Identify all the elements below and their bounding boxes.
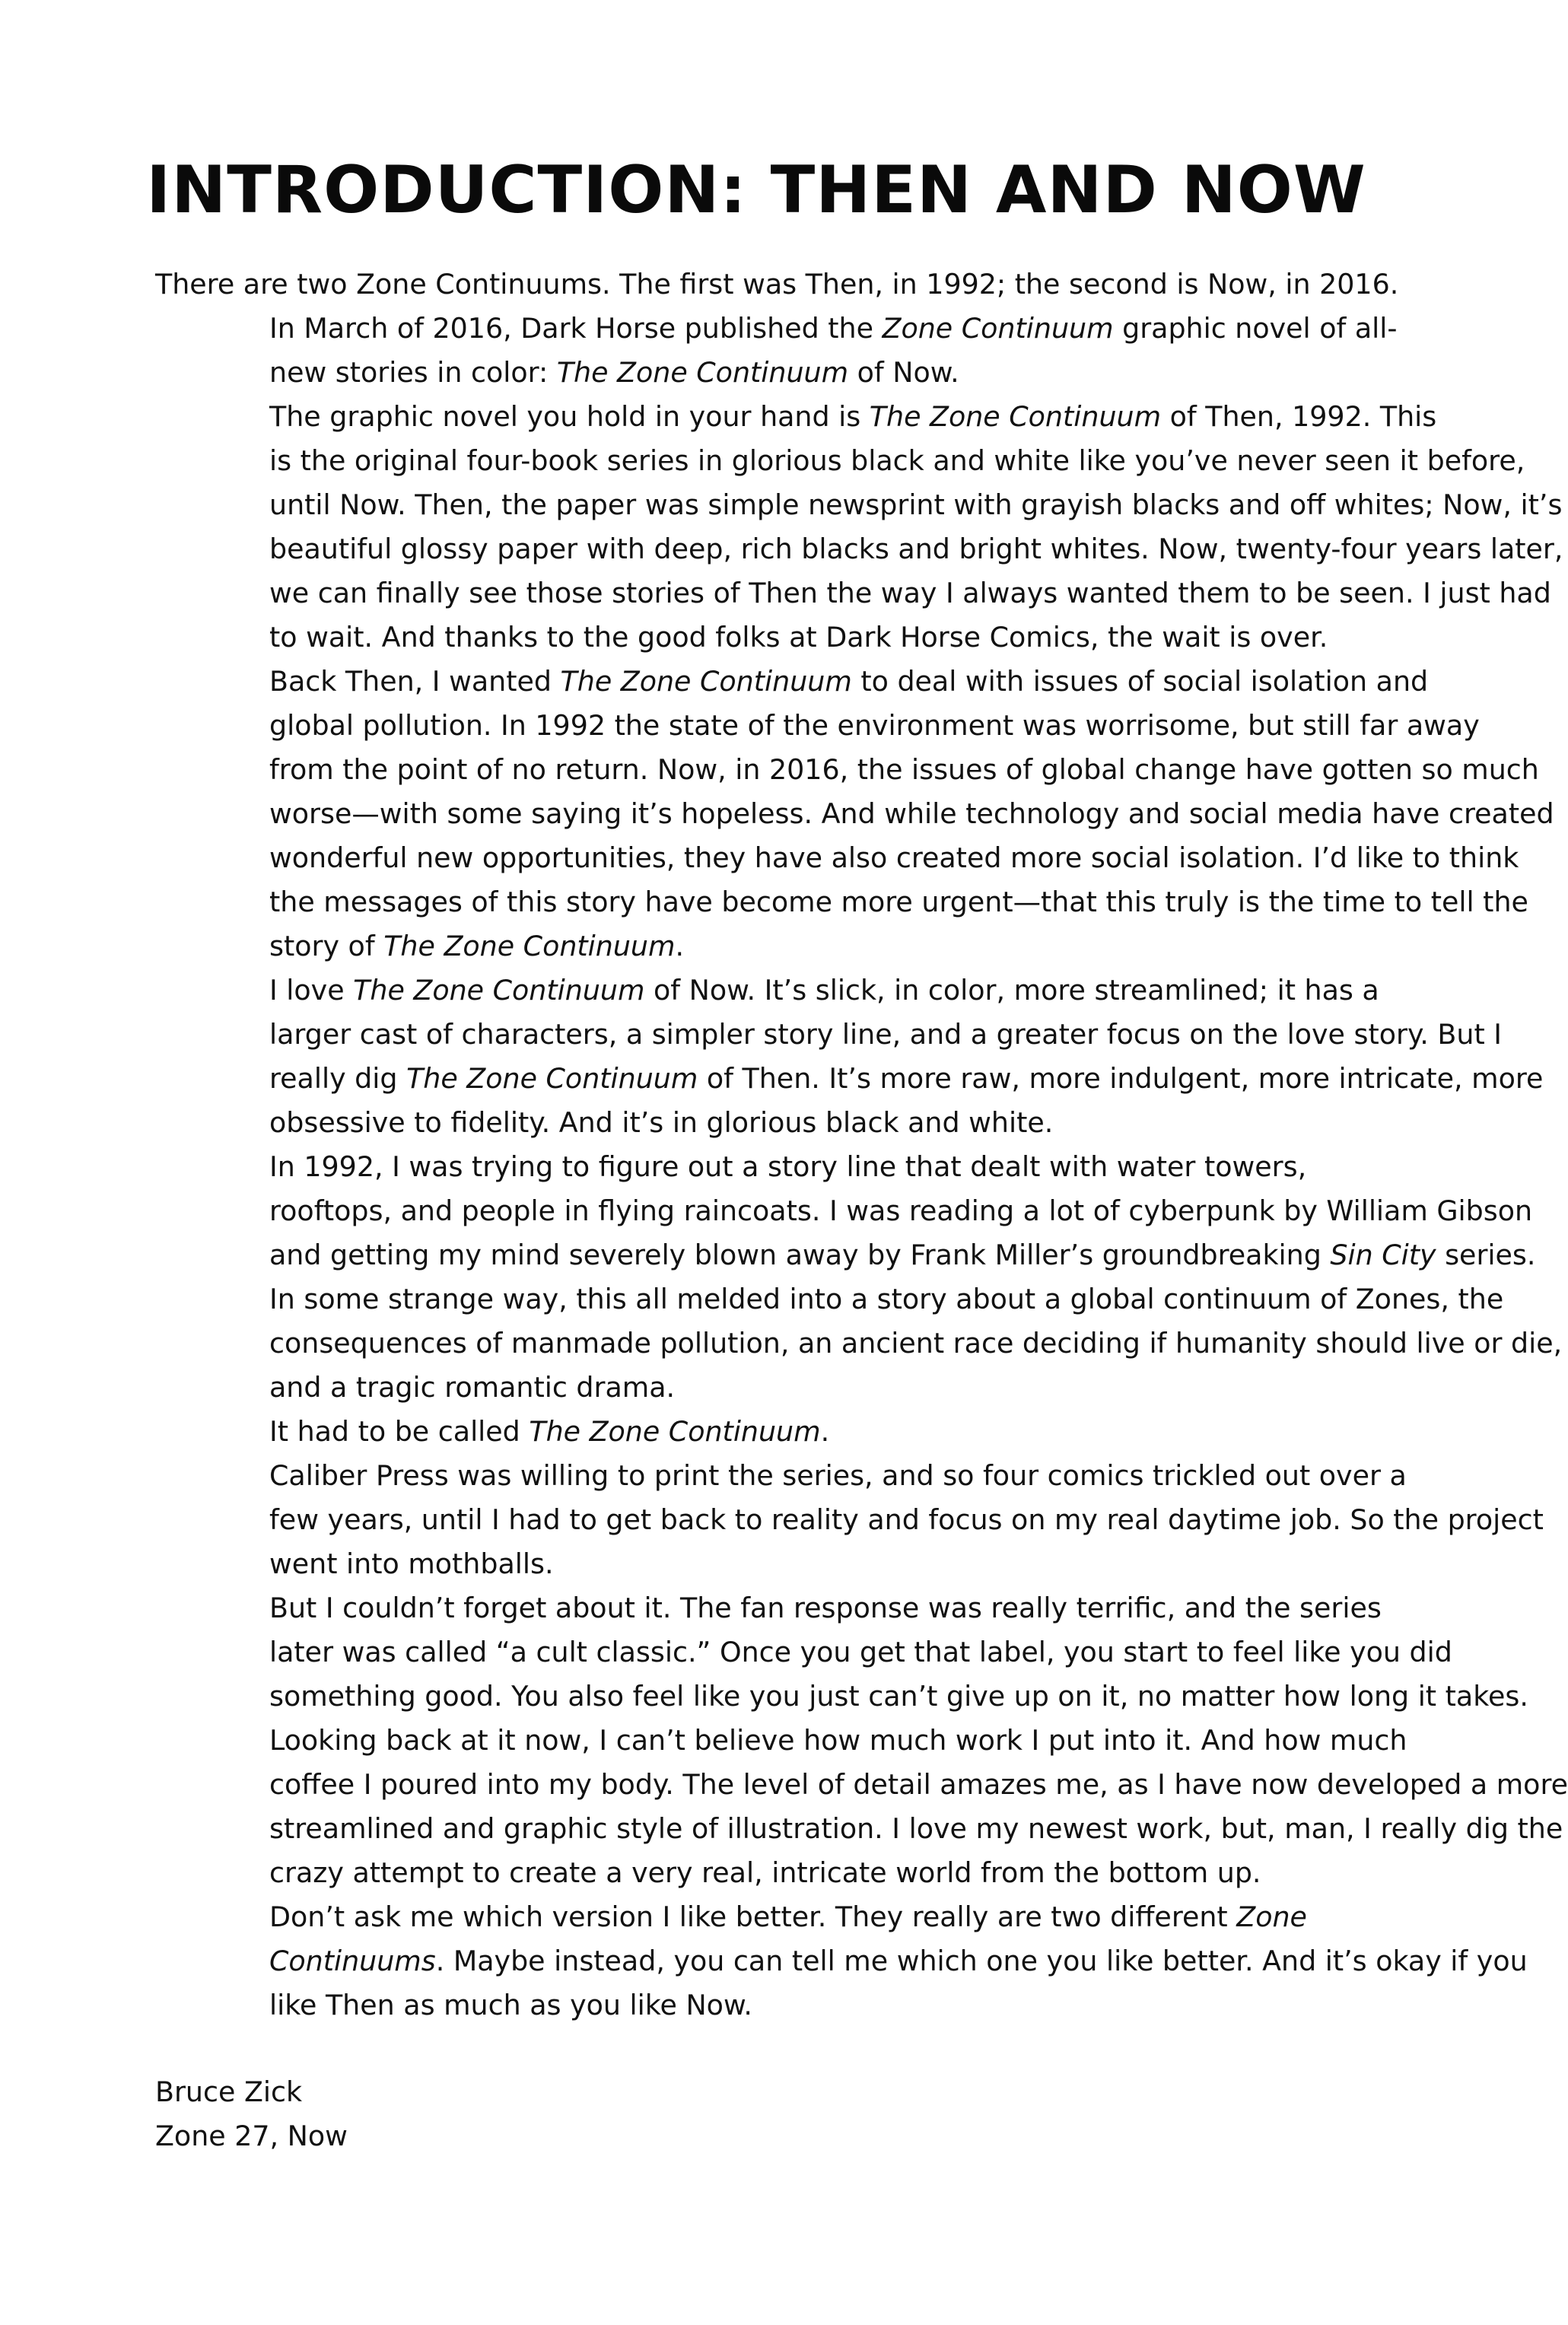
text-line [155,395,1437,439]
text-line [155,1189,1533,1233]
text-run: crazy attempt to create a very real, intricate world from the bottom up. [269,1856,1261,1889]
text-line [155,307,1398,351]
text-run: of Now. [848,356,959,389]
text-line [155,527,1563,571]
text-run: coffee I poured into my body. The level of detail amazes me, as I have now developed a more [269,1768,1568,1801]
text-run: until Now. Then, the paper was simple newsprint with grayish blacks and off whites; Now, it’s [269,488,1563,521]
text-line [155,483,1563,527]
italic-title: Zone Continuum [882,312,1114,345]
text-line [155,1057,1544,1101]
text-line [155,1322,1563,1366]
text-run: the messages of this story have become more urgent—that this truly is the time to tell the [269,886,1528,918]
text-run: is the original four-book series in glorious black and white like you’ve never seen it before, [269,444,1525,477]
italic-title: Sin City [1330,1239,1436,1271]
author-name: Bruce Zick [155,2075,303,2108]
text-line [155,571,1551,615]
text-run: In 1992, I was trying to figure out a story line that dealt with water towers, [269,1150,1307,1183]
text-line [155,1454,1407,1498]
paragraph [155,968,1544,1145]
italic-title: The Zone Continuum [556,356,849,389]
paragraph [155,1719,1568,1895]
text-run: wonderful new opportunities, they have also created more social isolation. I’d like to think [269,841,1519,874]
text-run: Looking back at it now, I can’t believe how much work I put into it. And how much [269,1724,1407,1757]
text-run: streamlined and graphic style of illustration. I love my newest work, but, man, I really dig the [269,1812,1563,1845]
text-line [155,1410,1357,1454]
text-line [155,1983,1357,2028]
paragraph [155,1410,1357,1454]
text-run: . Maybe instead, you can tell me which one you like better. And it’s okay if you [435,1945,1528,1977]
page-title: INTRODUCTION: THEN AND NOW [146,152,1366,228]
text-run: and getting my mind severely blown away by Frank Miller’s groundbreaking [269,1239,1331,1271]
text-line [155,1366,1357,1410]
text-line [155,1807,1563,1851]
author-location: Zone 27, Now [155,2120,348,2152]
paragraph [155,307,1398,395]
italic-title: Continuums [269,1945,436,1977]
text-run: Back Then, I wanted [269,665,561,698]
paragraph [155,395,1563,660]
italic-title: The Zone Continuum [406,1062,698,1095]
text-line [155,1763,1568,1807]
text-line [155,1145,1357,1189]
text-line [155,1542,1357,1586]
text-line [155,1895,1357,1939]
text-run: of Then, 1992. This [1161,400,1437,433]
text-line [155,1630,1452,1675]
text-run: Don’t ask me which version I like better. They really are two different [269,1900,1237,1933]
text-run: something good. You also feel like you just can’t give up on it, no matter how long it takes. [269,1680,1528,1713]
text-run: rooftops, and people in flying raincoats. I was reading a lot of cyberpunk by William Gibson [269,1194,1533,1227]
paragraph [155,1586,1528,1719]
text-run: global pollution. In 1992 the state of the environment was worrisome, but still far away [269,709,1480,742]
text-run: I love [269,974,354,1007]
paragraph [155,1454,1544,1586]
italic-title: The Zone Continuum [529,1415,821,1448]
text-line [155,1851,1357,1895]
paragraph [155,660,1554,968]
text-line [155,924,1357,968]
text-line [155,748,1539,792]
text-run: consequences of manmade pollution, an ancient race deciding if humanity should live or die, [269,1327,1563,1360]
text-line [155,1233,1536,1277]
text-line [155,968,1379,1013]
text-line [155,660,1429,704]
text-run: new stories in color: [269,356,557,389]
text-run: larger cast of characters, a simpler story line, and a greater focus on the love story. But I [269,1018,1503,1051]
text-run: to wait. And thanks to the good folks at Dark Horse Comics, the wait is over. [269,621,1328,654]
text-line [155,439,1525,483]
text-line [155,1277,1504,1322]
text-line [155,1719,1407,1763]
text-run: But I couldn’t forget about it. The fan response was really terrific, and the series [269,1592,1382,1624]
text-line [155,1101,1357,1145]
text-line [155,1498,1544,1542]
text-run: really dig [269,1062,407,1095]
text-run: later was called “a cult classic.” Once you get that label, you start to feel like you did [269,1636,1452,1668]
text-run: The graphic novel you hold in your hand is [269,400,870,433]
italic-title: The Zone Continuum [353,974,645,1007]
italic-title: The Zone Continuum [560,665,852,698]
text-run: to deal with issues of social isolation and [851,665,1429,698]
italic-title: Zone [1236,1900,1307,1933]
paragraph [155,1895,1528,2028]
article-body [155,262,1568,2158]
text-line [155,1013,1503,1057]
text-line [155,615,1357,660]
text-run: like Then as much as you like Now. [269,1989,752,2021]
text-run: few years, until I had to get back to reality and focus on my real daytime job. So the project [269,1503,1544,1536]
text-line [155,1675,1528,1719]
italic-title: The Zone Continuum [869,400,1162,433]
italic-title: The Zone Continuum [383,930,676,962]
text-line [155,1939,1528,1983]
text-run: series. [1436,1239,1536,1271]
text-line [155,792,1554,836]
text-run: from the point of no return. Now, in 2016, the issues of global change have gotten so much [269,753,1539,786]
paragraph [155,262,1399,307]
paragraph [155,1145,1563,1410]
text-line [155,704,1480,748]
text-run: . [675,930,685,962]
text-run: Caliber Press was willing to print the series, and so four comics trickled out over a [269,1459,1407,1492]
text-run: . [820,1415,830,1448]
text-run: obsessive to fidelity. And it’s in glorious black and white. [269,1106,1054,1139]
text-run: In some strange way, this all melded into a story about a global continuum of Zones, the [269,1283,1504,1315]
text-run: There are two Zone Continuums. The first was Then, in 1992; the second is Now, in 2016. [155,268,1399,301]
text-line [155,836,1519,880]
text-run: beautiful glossy paper with deep, rich blacks and bright whites. Now, twenty-four years later, [269,533,1563,565]
text-run: went into mothballs. [269,1547,554,1580]
text-run: story of [269,930,384,962]
text-run: worse—with some saying it’s hopeless. And while technology and social media have created [269,797,1554,830]
signature-block [155,2070,1357,2158]
text-run: It had to be called [269,1415,530,1448]
text-run: of Now. It’s slick, in color, more streamlined; it has a [644,974,1379,1007]
text-line [155,351,1357,395]
text-line [155,262,1399,307]
text-run: of Then. It’s more raw, more indulgent, more intricate, more [698,1062,1544,1095]
text-line [155,1586,1382,1630]
text-run: In March of 2016, Dark Horse published the [269,312,883,345]
text-run: we can finally see those stories of Then the way I always wanted them to be seen. I just had [269,577,1551,609]
text-run: and a tragic romantic drama. [269,1371,676,1404]
text-line [155,880,1528,924]
text-run: graphic novel of all- [1113,312,1398,345]
